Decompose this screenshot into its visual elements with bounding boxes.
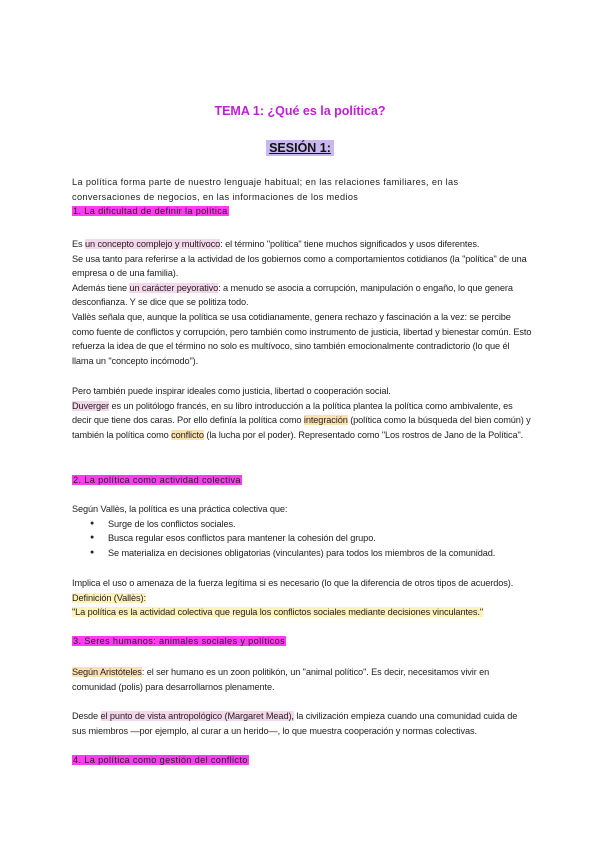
definition-quote: "La política es la actividad colectiva que regula los conflictos sociales mediante decisiones vinculantes." (72, 607, 484, 618)
s1-paragraph-1: Es un concepto complejo y multívoco: el término "política" tiene muchos significados y usos diferentes. (72, 239, 480, 249)
section-1-body (72, 237, 532, 368)
term-highlight: Duverger (72, 400, 109, 411)
section-1-body-cont (72, 384, 532, 442)
term-highlight: integración (303, 415, 348, 426)
section-2-heading-wrap (72, 473, 532, 488)
s3-paragraph-2: Desde el punto de vista antropológico (Margaret Mead), la civilización empieza cuando una comunidad cuida de sus miembros —por ejemplo, al curar a un herido—, lo que muestra cooperación y normas colectivas. (72, 711, 518, 736)
s1-paragraph-2: Se usa tanto para referirse a la actividad de los gobiernos como a comportamientos cotidianos (la "política" de una empresa o de una familia). (72, 253, 527, 279)
s2-bullet-list (72, 517, 532, 561)
list-item: ● Surge de los conflictos sociales. (72, 517, 532, 532)
section-heading-1: 1. La dificultad de definir la política (73, 206, 228, 217)
s1-paragraph-6: Duverger es un politólogo francés, en su libro introducción a la política plantea la política como ambivalente, es decir que tiene dos caras. Por ello definía la política como integración (política como la búsqueda del bien común) y también la política como conflicto (la lucha por el poder). Representado como "Los rostros de Jano de la Política". (72, 400, 531, 440)
definition-label: Definición (Vallès): (72, 592, 146, 603)
s2-intro: Según Vallès, la política es una práctica colectiva que: (72, 504, 288, 514)
intro-paragraph (72, 175, 532, 219)
term-highlight: conflicto (171, 429, 204, 440)
s2-paragraph-2: Implica el uso o amenaza de la fuerza legítima si es necesario (lo que la diferencia de otros tipos de acuerdos). (72, 578, 514, 588)
term-highlight: el punto de vista antropológico (Margaret Mead), (100, 711, 294, 721)
intro-line-2: conversaciones de negocios, en las informaciones de los medios (72, 191, 359, 202)
section-heading-2: 2. La política como actividad colectiva (73, 475, 241, 485)
term-highlight: Según Aristóteles (72, 667, 142, 677)
term-highlight: un concepto complejo y multívoco (84, 239, 221, 249)
section-2-definition (72, 576, 532, 620)
intro-line-1: La política forma parte de nuestro lenguaje habitual; en las relaciones familiares, en las (72, 177, 459, 187)
list-item: ● Busca regular esos conflictos para mantener la cohesión del grupo. (72, 531, 532, 546)
term-highlight: un carácter peyorativo (129, 282, 219, 293)
section-2-body (72, 502, 532, 560)
section-heading-4: 4. La política como gestión del conflicto (73, 755, 248, 765)
section-heading-3: 3. Seres humanos: animales sociales y políticos (73, 636, 286, 646)
section-4-heading-wrap (72, 753, 532, 768)
s1-paragraph-3: Además tiene un carácter peyorativo: a menudo se asocia a corrupción, manipulación o engaño, lo que genera desconfianza. Y se dice que se politiza todo. (72, 282, 513, 308)
section-3-body (72, 665, 532, 694)
session-heading (0, 141, 600, 155)
section-3-heading-wrap (72, 634, 532, 649)
list-item: ● Se materializa en decisiones obligatorias (vinculantes) para todos los miembros de la comunidad. (72, 546, 532, 561)
session-label: SESIÓN 1: (266, 140, 334, 156)
s1-paragraph-4: Vallès señala que, aunque la política se usa cotidianamente, genera rechazo y fascinación a la vez: se percibe como fuente de conflictos y corrupción, pero también como instrumento de justicia, libertad y bienestar común. Esto refuerza la idea de que el término no solo es multívoco, sino también emocionalmente contradictorio (lo que él llama un "concepto incómodo"). (72, 311, 532, 366)
document-title: TEMA 1: ¿Qué es la política? (214, 104, 386, 118)
section-3-body-2 (72, 709, 532, 738)
s1-paragraph-5: Pero también puede inspirar ideales como justicia, libertad o cooperación social. (72, 386, 391, 396)
s3-paragraph-1: Según Aristóteles: el ser humano es un zoon politikón, un "animal político". Es decir, necesitamos vivir en comunidad (polis) para desarrollarnos plenamente. (72, 667, 490, 692)
